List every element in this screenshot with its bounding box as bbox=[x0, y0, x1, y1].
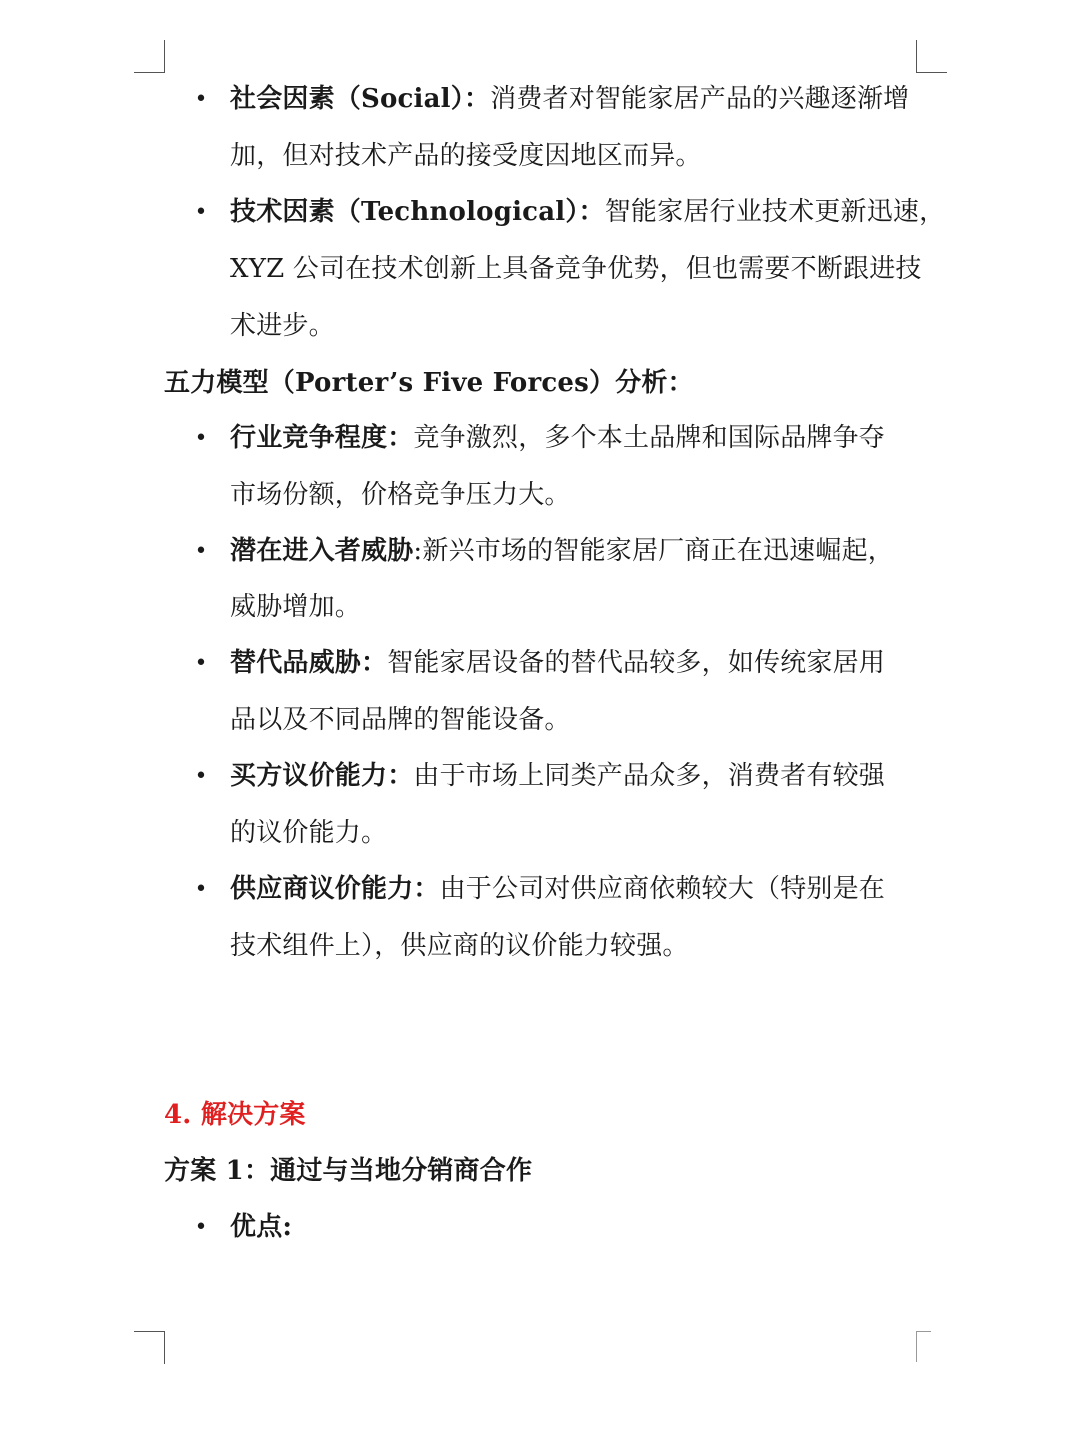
item-label: 潜在进入者威胁 bbox=[230, 536, 414, 566]
item-label: 买方议价能力 bbox=[230, 761, 388, 791]
item-label: 社会因素（Social） bbox=[230, 84, 464, 114]
item-separator: ： bbox=[463, 84, 491, 114]
item-separator: : bbox=[282, 1212, 293, 1242]
bullet-icon: • bbox=[194, 539, 208, 564]
item-separator: ： bbox=[387, 761, 414, 791]
bullet-icon: • bbox=[194, 877, 208, 902]
section-title-text: 解决方案 bbox=[200, 1100, 306, 1130]
section-title bbox=[164, 1098, 306, 1132]
crop-mark-top-left bbox=[134, 40, 165, 73]
item-label: 供应商议价能力 bbox=[230, 874, 414, 904]
item-separator: ： bbox=[578, 197, 605, 227]
item-separator: ： bbox=[361, 648, 388, 678]
item-text: 由于市场上同类产品众多，消费者有较强 bbox=[413, 761, 886, 791]
item-text: 智能家居行业技术更新迅速， bbox=[604, 197, 946, 227]
crop-mark-top-right bbox=[916, 40, 947, 73]
bullet-icon: • bbox=[194, 200, 208, 225]
bullet-icon: • bbox=[194, 426, 208, 451]
item-label: 行业竞争程度 bbox=[230, 423, 388, 453]
item-label: 技术因素（Technological） bbox=[230, 197, 579, 227]
bullet-icon: • bbox=[194, 764, 208, 789]
section-number: 4. bbox=[164, 1100, 192, 1130]
item-text: 市场份额，价格竞争压力大。 bbox=[230, 480, 571, 510]
item-text: 加，但对技术产品的接受度因地区而异。 bbox=[230, 141, 702, 171]
item-text: XYZ 公司在技术创新上具备竞争优势，但也需要不断跟进技 bbox=[230, 254, 922, 284]
item-text: 竞争激烈，多个本土品牌和国际品牌争夺 bbox=[413, 423, 886, 453]
item-separator: ： bbox=[413, 874, 440, 904]
bullet-icon: • bbox=[194, 1215, 208, 1240]
bullet-icon: • bbox=[194, 651, 208, 676]
item-text: 威胁增加。 bbox=[230, 592, 362, 622]
section-heading: 五力模型（Porter’s Five Forces）分析： bbox=[164, 368, 694, 398]
crop-mark-bottom-left bbox=[134, 1331, 165, 1364]
item-text: 新兴市场的智能家居厂商正在迅速崛起， bbox=[422, 536, 894, 566]
item-text: 品以及不同品牌的智能设备。 bbox=[230, 705, 571, 735]
crop-mark-bottom-right bbox=[916, 1331, 931, 1362]
item-label: 替代品威胁 bbox=[230, 648, 362, 678]
item-text: 智能家居设备的替代品较多，如传统家居用 bbox=[387, 648, 886, 678]
item-label: 优点 bbox=[230, 1212, 283, 1242]
item-separator: : bbox=[413, 536, 423, 566]
item-text: 术进步。 bbox=[230, 311, 335, 341]
item-text: 的议价能力。 bbox=[230, 818, 388, 848]
plan-heading: 方案 1：通过与当地分销商合作 bbox=[164, 1156, 533, 1186]
item-separator: ： bbox=[387, 423, 414, 453]
item-text: 技术组件上），供应商的议价能力较强。 bbox=[230, 931, 689, 961]
bullet-icon: • bbox=[194, 87, 208, 112]
item-text: 由于公司对供应商依赖较大（特别是在 bbox=[439, 874, 886, 904]
item-text: 消费者对智能家居产品的兴趣逐渐增 bbox=[490, 84, 910, 114]
